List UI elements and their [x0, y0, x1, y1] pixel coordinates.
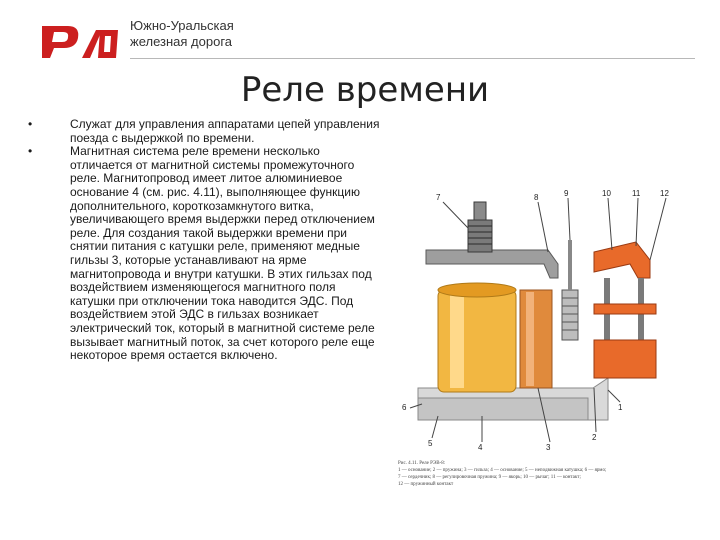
callout-12: 12	[660, 189, 669, 198]
coil-top	[438, 283, 516, 297]
organization-line-1: Южно-Уральская	[130, 18, 234, 33]
callout-2: 2	[592, 433, 597, 442]
armature	[426, 250, 558, 278]
relay-diagram	[398, 180, 698, 455]
bullet-item	[28, 118, 380, 145]
callout-5: 5	[428, 439, 433, 448]
top-screw	[474, 202, 486, 220]
top-spring	[468, 220, 492, 252]
bullet-text: Магнитная система реле времени несколько отличается от магнитной системы промежуточного реле. Магнитопровод имеет литое алюминиевое основание 4 (см. рис. 4.11), выполняющее функцию дополнительного, короткозамкнутого витка, увеличивающего время выдержки перед отключением реле. Для создания такой выдержки времени при снятии питания с катушки реле, применяют медные гильзы 3, которые устанавливают на ярме магнитопровода и внутри катушки. В этих гильзах под воздействием изменяющегося магнитного поля катушки при отключении тока наводится ЭДС. Под воздействием этой ЭДС в гильзах возникает электрический ток, который в магнитной системе реле вызывает магнитный поток, за счет которого реле еще некоторое время остается включено.	[70, 144, 375, 363]
contact-plate-bar	[594, 304, 656, 314]
caption-line: 12 — пружинный контакт	[398, 482, 454, 487]
bullet-dot: •	[28, 144, 33, 159]
callout-7: 7	[436, 193, 441, 202]
callout-10: 10	[602, 189, 611, 198]
spring-rod	[568, 240, 572, 290]
copper-sleeve-highlight	[526, 292, 534, 386]
relay-base-front	[418, 398, 588, 420]
contact-lever	[594, 242, 650, 278]
callout-4: 4	[478, 443, 483, 452]
caption-line: 1 — основание; 2 — пружина; 3 — гильза; 4 — основание; 5 — неподвижная катушка; 6 — ярмо;	[398, 468, 607, 473]
coil-highlight	[450, 294, 464, 388]
figure-caption	[398, 460, 698, 500]
bullet-dot: •	[28, 117, 33, 131]
callout-11: 11	[632, 189, 641, 198]
contact-plate	[594, 340, 656, 378]
bullet-text: Служат для управления аппаратами цепей управления поезда с выдержкой по времени.	[70, 117, 380, 145]
copper-sleeve	[520, 290, 552, 388]
organization-name	[130, 18, 234, 50]
callout-9: 9	[564, 189, 569, 198]
callout-3: 3	[546, 443, 551, 452]
coil	[438, 290, 516, 392]
callout-1: 1	[618, 403, 623, 412]
rzd-logo	[38, 18, 120, 62]
callout-6: 6	[402, 403, 407, 412]
slide-title: Реле времени	[240, 70, 490, 110]
organization-line-2: железная дорога	[130, 34, 233, 49]
caption-line: Рис. 4.11. Реле РЭВ-8:	[398, 461, 446, 466]
caption-line: 7 — сердечник; 8 — регулировочная пружина; 9 — якорь; 10 — рычаг; 11 — контакт;	[398, 475, 581, 480]
header-divider	[130, 58, 695, 59]
bullet-item	[28, 145, 380, 363]
callout-8: 8	[534, 193, 539, 202]
bullet-list	[28, 118, 380, 363]
